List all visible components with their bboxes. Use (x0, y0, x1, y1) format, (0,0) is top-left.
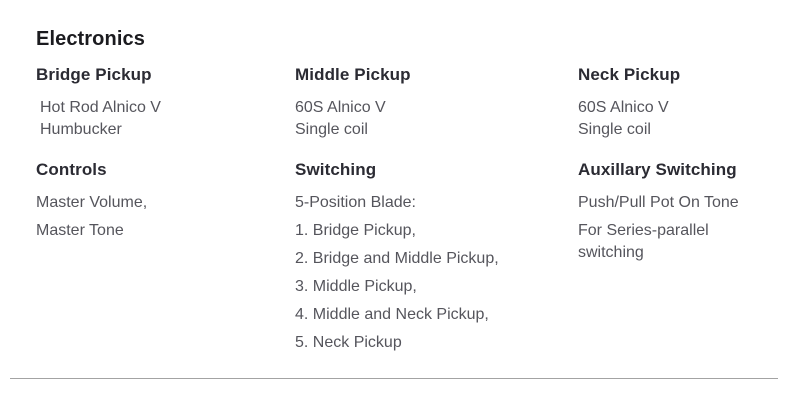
spec-heading: Bridge Pickup (36, 65, 152, 84)
spec-heading: Middle Pickup (295, 65, 411, 84)
spec-value (295, 220, 566, 242)
spec-line: switching (578, 244, 644, 261)
spec-line: 3. Middle Pickup, (295, 278, 417, 295)
spec-value (578, 192, 774, 214)
section-divider (10, 378, 778, 379)
spec-value (295, 276, 566, 298)
spec-cell-controls (36, 159, 295, 360)
spec-value (295, 192, 566, 214)
section-title: Electronics (36, 28, 145, 50)
spec-cell-bridge-pickup (36, 64, 295, 147)
spec-line: For Series-parallel (578, 222, 709, 239)
spec-value (295, 304, 566, 326)
spec-value (295, 332, 566, 354)
spec-cell-middle-pickup (295, 64, 578, 147)
spec-cell-neck-pickup (578, 64, 786, 147)
spec-line: 2. Bridge and Middle Pickup, (295, 250, 499, 267)
spec-line: Master Tone (36, 222, 124, 239)
spec-value (36, 97, 283, 141)
spec-heading: Controls (36, 160, 107, 179)
spec-cell-auxillary-switching (578, 159, 786, 360)
spec-line: 5. Neck Pickup (295, 334, 402, 351)
spec-heading: Neck Pickup (578, 65, 681, 84)
spec-heading: Auxillary Switching (578, 160, 737, 179)
spec-value (578, 97, 774, 141)
spec-cell-switching (295, 159, 578, 360)
spec-heading: Switching (295, 160, 377, 179)
spec-value (295, 97, 566, 141)
spec-value (36, 192, 283, 214)
spec-value (295, 248, 566, 270)
spec-line: 4. Middle and Neck Pickup, (295, 306, 489, 323)
spec-line: Humbucker (40, 121, 122, 138)
spec-value (578, 220, 774, 264)
spec-line: Hot Rod Alnico V (40, 99, 161, 116)
spec-grid (36, 64, 786, 372)
spec-line: Push/Pull Pot On Tone (578, 194, 739, 211)
spec-line: Single coil (578, 121, 651, 138)
spec-line: 60S Alnico V (295, 99, 386, 116)
spec-line: 60S Alnico V (578, 99, 669, 116)
spec-value (36, 220, 283, 242)
spec-line: 5-Position Blade: (295, 194, 416, 211)
spec-line: Master Volume, (36, 194, 148, 211)
spec-line: Single coil (295, 121, 368, 138)
spec-line: 1. Bridge Pickup, (295, 222, 416, 239)
